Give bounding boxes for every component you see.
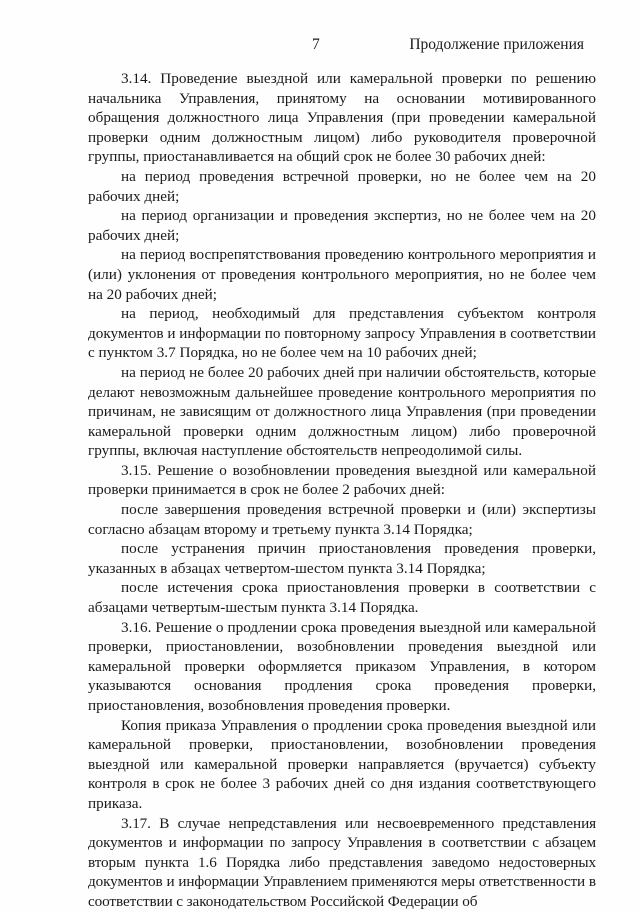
page-number: 7 [312,36,320,53]
document-body [88,69,596,912]
paragraph-item: Копия приказа Управления о продлении срока проведения выездной или камеральной проверки, приостановлении, возобновлении проведения выездной или камеральной проверки направляется (вручается) субъекту контроля в срок не более 3 рабочих дней со дня издания соответствующего приказа. [88,716,596,812]
header-continuation-label: Продолжение приложения [409,36,584,53]
paragraph-3-14: 3.14. Проведение выездной или камеральной проверки по решению начальника Управления, принятому на основании мотивированного обращения должностного лица Управления (при проведении камеральной проверки одним должностным лицом) либо руководителя проверочной группы, приостанавливается на общий срок не более 30 рабочих дней: [88,70,596,166]
paragraph-item: после устранения причин приостановления проведения проверки, указанных в абзацах четвертом-шестом пункта 3.14 Порядка; [88,540,596,577]
paragraph-3-16: 3.16. Решение о продлении срока проведения выездной или камеральной проверки, приостановлении, возобновлении проведения выездной или камеральной проверки оформляется приказом Управления, в котором указываются основания продления срока проведения проверки, приостановления, возобновления проведения проверки. [88,618,596,714]
paragraph-item: на период проведения встречной проверки, но не более чем на 20 рабочих дней; [88,167,596,205]
paragraph-item: на период организации и проведения экспертиз, но не более чем на 20 рабочих дней; [88,207,596,244]
paragraph-item: после истечения срока приостановления проверки в соответствии с абзацами четвертым-шестым пункта 3.14 Порядка. [88,579,596,617]
paragraph-item: на период не более 20 рабочих дней при наличии обстоятельств, которые делают невозможным дальнейшее проведение контрольного мероприятия по причинам, не зависящим от должностного лица Управления (при проведении камеральной проверки одним должностным лицом) либо проверочной группы, включая наступление обстоятельств непреодолимой силы. [88,363,596,460]
page-header [0,36,640,60]
paragraph-item: на период воспрепятствования проведению контрольного мероприятия и (или) уклонения от проведения контрольного мероприятия, но не более чем на 20 рабочих дней; [88,246,596,303]
paragraph-3-15: 3.15. Решение о возобновлении проведения выездной или камеральной проверки принимается в срок не более 2 рабочих дней: [88,461,596,499]
paragraph-3-17: 3.17. В случае непредставления или несвоевременного представления документов и информации по запросу Управления в соответствии с абзацем вторым пункта 1.6 Порядка либо представления заведомо недостоверных документов и информации Управлением применяются меры ответственности в соответствии с законодательством Российской Федерации об [88,814,596,910]
paragraph-item: после завершения проведения встречной проверки и (или) экспертизы согласно абзацам второму и третьему пункта 3.14 Порядка; [88,501,596,538]
paragraph-item: на период, необходимый для представления субъектом контроля документов и информации по повторному запросу Управления в соответствии с пунктом 3.7 Порядка, но не более чем на 10 рабочих дней; [88,305,597,362]
